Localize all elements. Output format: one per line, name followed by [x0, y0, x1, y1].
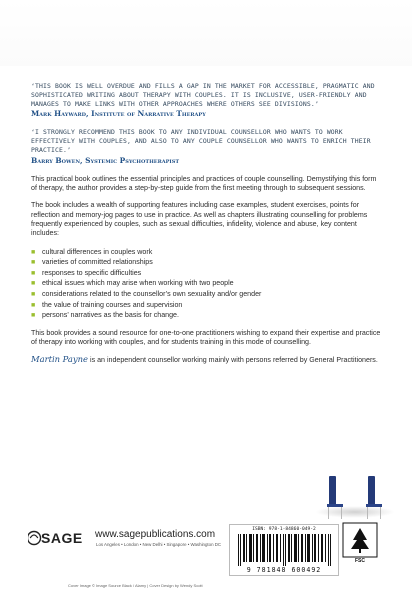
key-content-list: [31, 247, 383, 321]
endorsement-attribution-2: Barry Bowen, Systemic Psychotherapist: [31, 155, 180, 165]
bullet-dot-icon: ■: [31, 269, 36, 277]
endorsement-quote-2: ‘I STRONGLY RECOMMEND THIS BOOK TO ANY INDIVIDUAL COUNSELLOR WHO WANTS TO WORK EFFECTIVELY WITH COUPLES, AND ALSO TO ANY COUPLE COUNSELLOR WHO WANTS TO ENRICH THEIR PRACTICE.’: [31, 128, 371, 154]
bullet-dot-icon: ■: [31, 259, 36, 267]
barcode-number: 9 781848 600492: [246, 566, 322, 574]
barcode-bars-icon: [236, 534, 332, 566]
isbn-label: ISBN: 978-1-84860-049-2: [252, 527, 316, 532]
list-item: ■ varieties of committed relationships: [31, 257, 383, 268]
endorsement-attribution-1: Mark Hayward, Institute of Narrative Therapy: [31, 109, 206, 119]
left-chair: [327, 476, 345, 520]
bullet-dot-icon: ■: [31, 312, 36, 320]
bullet-dot-icon: ■: [31, 280, 36, 288]
endorsement-quote-1: ‘THIS BOOK IS WELL OVERDUE AND FILLS A GAP IN THE MARKET FOR ACCESSIBLE, PRAGMATIC AND SOPHISTICATED WRITING ABOUT THERAPY WITH COUPLES. IT IS INCLUSIVE, USER-FRIENDLY AND MANAGES TO MAKE LINKS WITH OTHER APPROACHES WHERE OTHERS SEE DIVISIONS.’: [31, 82, 375, 108]
fsc-label: FSC: [355, 558, 365, 564]
list-item: ■ the value of training courses and supervision: [31, 300, 383, 311]
right-chair: [366, 476, 384, 520]
bullet-dot-icon: ■: [31, 248, 36, 256]
intro-paragraph: This practical book outlines the essential principles and practices of couple counselling. Demystifying this form of therapy, the author provides a step-by-step guide from the first meeting through to subsequent sessions.: [31, 174, 377, 193]
author-bio-text: is an independent counsellor working mainly with persons referred by General Practitioners.: [88, 356, 378, 365]
author-name: Martin Payne: [31, 354, 89, 365]
publisher-cities: Los Angeles • London • New Delhi • Singapore • Washington DC: [96, 542, 222, 547]
list-item: ■ responses to specific difficulties: [31, 268, 383, 279]
publisher-name: SAGE: [41, 530, 83, 546]
cover-credit: Cover Image © Image Source Black / Alamy | Cover Design by Wendy Scott: [68, 583, 203, 588]
top-band: [0, 0, 412, 66]
author-bio: [31, 355, 383, 365]
fsc-tree-icon: [342, 522, 378, 558]
publisher-website[interactable]: www.sagepublications.com: [95, 529, 216, 540]
closing-paragraph: This book provides a sound resource for one-to-one practitioners wishing to expand their expertise and practice of therapy into working with couples, and for students training in this mode of counselling.: [31, 328, 381, 347]
list-item: ■ ethical issues which may arise when working with two people: [31, 278, 383, 289]
list-item: ■ persons’ narratives as the basis for change.: [31, 310, 383, 321]
bullet-dot-icon: ■: [31, 301, 36, 309]
barcode: [229, 524, 339, 576]
features-paragraph: The book includes a wealth of supporting features including case examples, student exercises, points for reflection and memory-jog pages to use in practice. As well as chapters illustrating counselling for problems frequently experienced by couples, such as sexual difficulties, infidelity, violence and abuse, key content includes:: [31, 201, 368, 238]
list-item: ■ cultural differences in couples work: [31, 247, 383, 258]
cover-text: [31, 82, 383, 366]
bullet-dot-icon: ■: [31, 290, 36, 298]
list-item: ■ considerations related to the counsellor’s own sexuality and/or gender: [31, 289, 383, 300]
fsc-logo: [342, 522, 378, 574]
